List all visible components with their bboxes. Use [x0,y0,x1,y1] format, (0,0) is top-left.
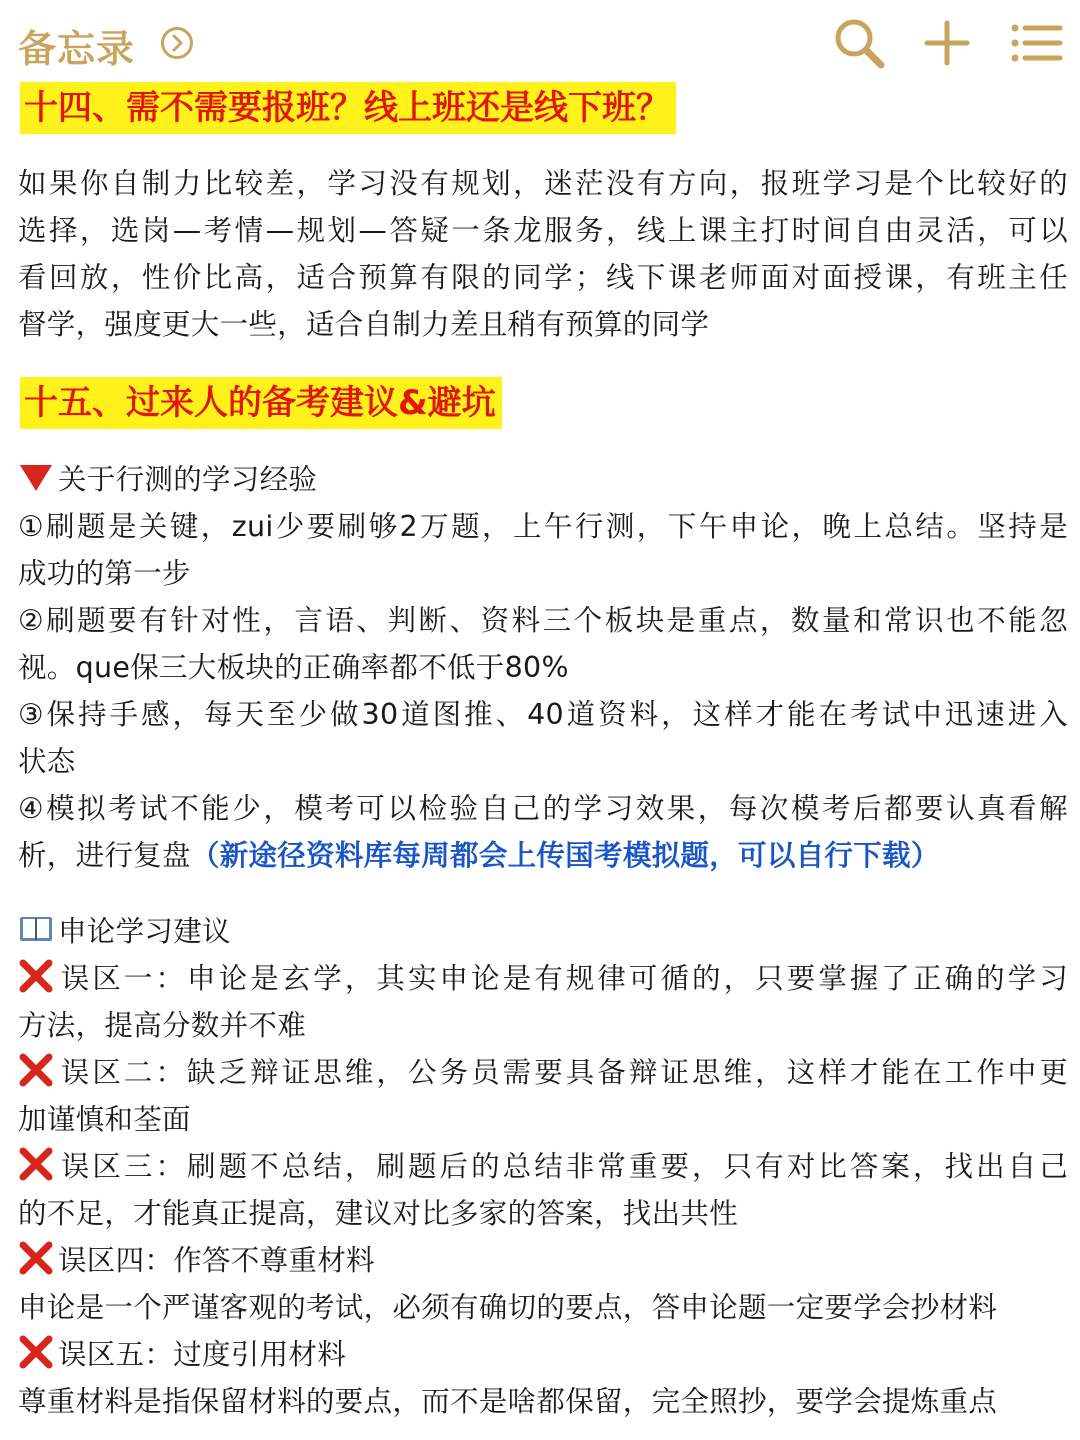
xingce-line: 视。que保三大板块的正确率都不低于80% [18,651,569,684]
shenlun-line: 申论是一个严谨客观的考试，必须有确切的要点，答申论题一定要学会抄材料 [18,1291,998,1324]
open-book-icon [18,911,54,947]
shenlun-line-row [18,1049,1068,1096]
xingce-line: ③保持手感，每天至少做30道图推、40道资料，这样才能在考试中迅速进入 [18,698,1068,731]
top-bar [0,0,1080,84]
shenlun-line-row [18,1143,1068,1190]
app-title[interactable]: 备忘录 [18,27,136,71]
xingce-line: ①刷题是关键，zui少要刷够2万题，上午行测，下午申论，晚上总结。坚持是 [18,510,1068,543]
cross-mark-icon [18,1146,54,1182]
shenlun-title-row [18,908,1068,955]
shenlun-line: 的不足，才能真正提高，建议对比多家的答案，找出共性 [18,1197,739,1230]
xingce-line-with-highlight [18,832,1068,879]
shenlun-line: 误区四：作答不尊重材料 [58,1244,375,1277]
paragraph-line: 看回放，性价比高，适合预算有限的同学；线下课老师面对面授课，有班主任 [18,261,1068,294]
red-triangle-icon [18,459,54,495]
paragraph-line: 如果你自制力比较差，学习没有规划，迷茫没有方向，报班学习是个比较好的 [18,167,1068,200]
xingce-line: 成功的第一步 [18,557,191,590]
paragraph-line: 督学，强度更大一些，适合自制力差且稍有预算的同学 [18,308,710,341]
shenlun-line-row [18,955,1068,1002]
highlight-note: （新途径资料库每周都会上传国考模拟题，可以自行下载） [190,839,940,872]
cross-mark-icon [18,958,54,994]
paragraph-line: 选择，选岗—考情—规划—答疑一条龙服务，线上课主打时间自由灵活，可以 [18,214,1068,247]
shenlun-line-row [18,1331,1068,1378]
shenlun-line: 尊重材料是指保留材料的要点，而不是啥都保留，完全照抄，要学会提炼重点 [18,1385,998,1418]
xingce-title-row [18,456,1068,503]
shenlun-line: 误区五：过度引用材料 [58,1338,347,1371]
xingce-line: ②刷题要有针对性，言语、判断、资料三个板块是重点，数量和常识也不能忽 [18,604,1068,637]
shenlun-line-row [18,1237,1068,1284]
section-heading-15: 十五、过来人的备考建议&避坑 [20,377,502,429]
cross-mark-icon [18,1334,54,1370]
section-heading-14: 十四、需不需要报班？线上班还是线下班？ [20,82,676,134]
list-icon[interactable] [1006,14,1064,72]
xingce-line: ④模拟考试不能少，模考可以检验自己的学习效果，每次模考后都要认真看解 [18,792,1068,825]
search-icon[interactable] [830,14,888,72]
shenlun-line: 加谨慎和荃面 [18,1103,191,1136]
shenlun-line: 方法，提高分数并不难 [18,1009,307,1042]
cross-mark-icon [18,1052,54,1088]
cross-mark-icon [18,1240,54,1276]
xingce-title: 关于行测的学习经验 [58,463,318,496]
xingce-line: 析，进行复盘 [18,839,191,872]
shenlun-title: 申论学习建议 [58,915,231,948]
plus-icon[interactable] [918,14,976,72]
shenlun-line: 误区一：申论是玄学，其实申论是有规律可循的，只要掌握了正确的学习 [58,962,1068,995]
xingce-line: 状态 [18,745,76,778]
chevron-right-circle-icon[interactable] [160,26,194,60]
shenlun-line: 误区二：缺乏辩证思维，公务员需要具备辩证思维，这样才能在工作中更 [58,1056,1068,1089]
shenlun-line: 误区三：刷题不总结，刷题后的总结非常重要，只有对比答案，找出自己 [58,1150,1068,1183]
